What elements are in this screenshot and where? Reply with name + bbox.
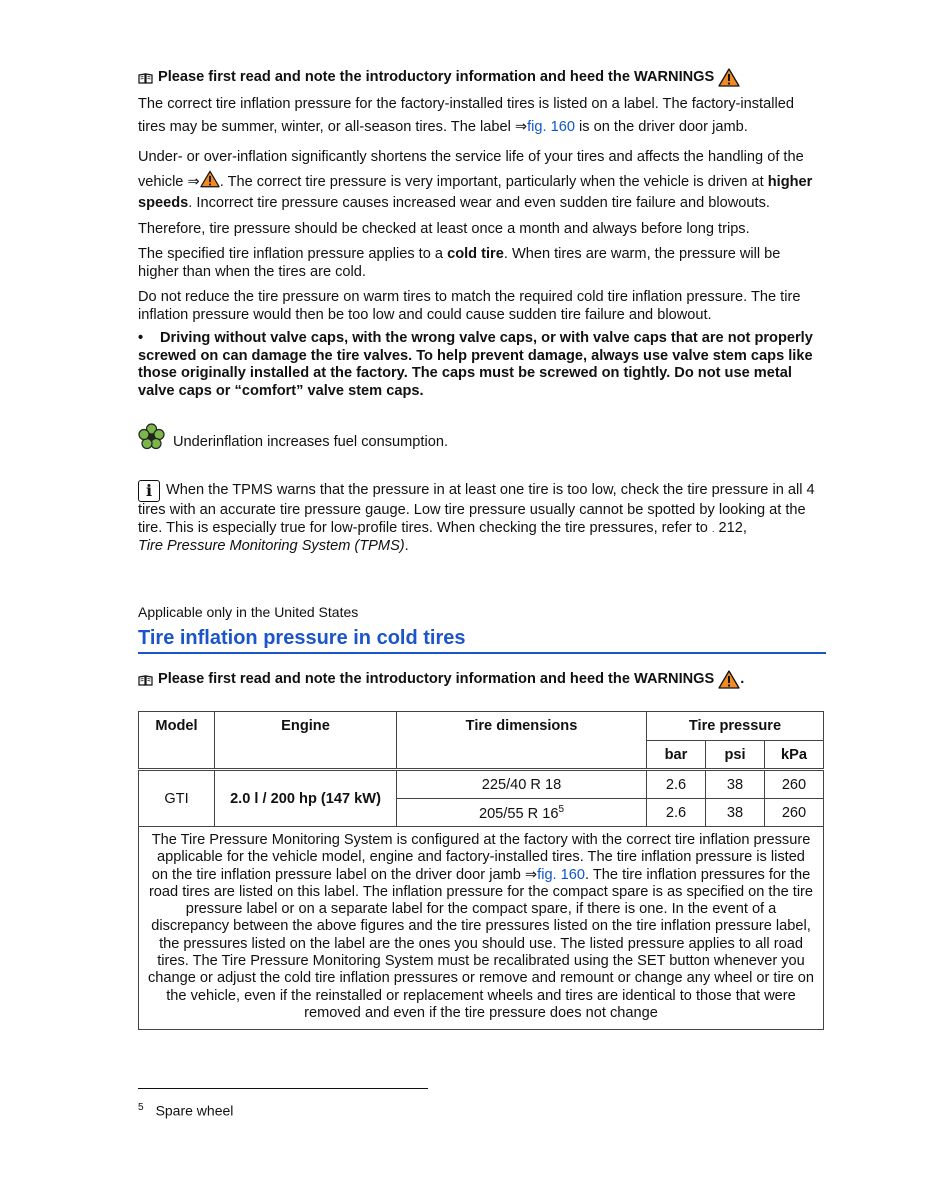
header-engine: Engine (215, 712, 397, 770)
paragraph-inflation (138, 145, 824, 213)
psi-cell: 38 (706, 770, 765, 799)
text: is on the driver door jamb. (575, 119, 748, 135)
header-kpa: kPa (765, 741, 824, 770)
book-icon (138, 73, 153, 84)
bullet-text: Driving without valve caps, with the wrong valve caps, or with valve caps that are not properly screwed on can damage the tire valves. To help prevent damage, always use valve stem caps like those originally installed at the factory. The caps must be screwed on tightly. Do not use metal valve caps or “comfort” valve stem caps. (138, 330, 813, 399)
tire-dim-cell (397, 799, 647, 827)
header-tire-dimensions: Tire dimensions (397, 712, 647, 770)
section-title: Tire inflation pressure in cold tires (138, 627, 826, 654)
applicable-note: Applicable only in the United States (138, 603, 359, 620)
info-note (138, 480, 824, 556)
psi-cell: 38 (706, 799, 765, 827)
text: The correct tire inflation pressure for the factory-installed tires is listed on a label. The factory-installed tires may be summer, winter, or all-season tires. The label (138, 96, 794, 135)
footnote-text: Spare wheel (155, 1102, 234, 1119)
text: . (404, 538, 409, 554)
tire-dim-cell: 225/40 R 18 (397, 770, 647, 799)
footnote (138, 1102, 233, 1119)
text: Under- or over-inflation significantly shortens the service life of your tires and affects the handling of the vehicle (138, 149, 804, 190)
bullet-valve-caps (138, 330, 824, 400)
header-psi: psi (706, 741, 765, 770)
tire-dim-text: 205/55 R 16 (478, 805, 559, 822)
page-content (138, 68, 824, 1030)
paragraph-cold-tire (138, 246, 824, 281)
text: . (740, 670, 745, 687)
text: . Incorrect tire pressure causes increased wear and even sudden tire failure and blowouts. (188, 195, 770, 211)
flower-icon (138, 423, 165, 450)
header-bar: bar (647, 741, 706, 770)
footnote-number: 5 (138, 1102, 144, 1113)
header-model: Model (139, 712, 215, 770)
text: . The correct tire pressure is very important, particularly when the vehicle is driven at (219, 174, 768, 190)
engine-cell: 2.0 l / 200 hp (147 kW) (215, 770, 397, 827)
kpa-cell: 260 (765, 770, 824, 799)
kpa-cell: 260 (765, 799, 824, 827)
arrow-icon: ⇒ (187, 174, 200, 190)
fig-160-link[interactable]: fig. 160 (537, 866, 586, 883)
header-tire-pressure: Tire pressure (647, 712, 824, 741)
model-cell: GTI (139, 770, 215, 827)
intro-header (138, 68, 824, 87)
table-note (139, 827, 824, 1030)
arrow-icon: ⇒ (524, 866, 538, 883)
eco-note-text: Underinflation increases fuel consumption. (173, 434, 449, 450)
text: The specified tire inflation pressure applies to a (138, 246, 448, 262)
bold-text: cold tire (447, 246, 504, 262)
bullet-mark: • (138, 330, 144, 346)
warning-icon[interactable] (718, 68, 740, 87)
text: . The tire inflation pressures for the road tires are listed on this label. The inflation pressure for the compact spare is as specified on the tire pressure label or on a separate label for the compact spare, if there is one. In the event of a discrepancy between the above figures and the tire pressures listed on the tire inflation pressure label, the pressures listed on the label are the ones you should use. The listed pressure applies to all road tires. The Tire Pressure Monitoring System must be recalibrated using the SET button whenever you change or adjust the cold tire inflation pressures or remove and remount or change any wheel or tire on the vehicle, even if the reinstalled or replacement wheels and tires are identical to those that were removed and even if the tire pressure does not change (147, 866, 814, 1021)
book-icon (138, 675, 153, 686)
paragraph-warm-tire: Do not reduce the tire pressure on warm tires to match the required cold tire inflation pressure. The tire inflation pressure would then be too low and could cause sudden tire failure and blowout. (138, 289, 801, 323)
paragraph-check-monthly: Therefore, tire pressure should be checked at least once a month and always before long trips. (138, 220, 750, 237)
warning-icon[interactable] (718, 670, 740, 689)
paragraph-label-info (138, 93, 824, 139)
fig-160-link[interactable]: fig. 160 (527, 119, 575, 135)
text: When the TPMS warns that the pressure in at least one tire is too low, check the tire pressure in all 4 tires with an accurate tire pressure gauge. Low tire pressure usually cannot be spotted by looking at the tire. This is especially true for low-profile tires. When checking the tire pressures, refer to (138, 482, 815, 536)
text: The Tire Pressure Monitoring System is configured at the factory with the correct tire inflation pressure applicable for the vehicle model, engine and factory-installed tires. The tire inflation pressure is listed on the tire inflation pressure label on the driver door jamb (151, 832, 811, 883)
page-ref[interactable]: 212, (714, 519, 747, 536)
section-header (138, 670, 824, 689)
intro-header-text: Please first read and note the introductory information and heed the WARNINGS (158, 68, 715, 85)
italic-ref[interactable]: Tire Pressure Monitoring System (TPMS) (138, 538, 405, 554)
bar-cell: 2.6 (647, 770, 706, 799)
arrow-icon: ⇒ (514, 119, 528, 135)
bold-text: higher speeds (138, 174, 813, 211)
table-row (139, 770, 824, 799)
warning-icon[interactable] (200, 170, 220, 188)
eco-note (138, 423, 824, 450)
footnote-ref[interactable]: 5 (558, 803, 565, 815)
section-header-text: Please first read and note the introductory information and heed the WARNINGS (158, 670, 715, 687)
tire-pressure-table (138, 711, 824, 1030)
page-ref-mark: . (711, 523, 715, 534)
info-icon: i (138, 480, 160, 502)
text: . When tires are warm, the pressure will be higher than when the tires are cold. (138, 246, 781, 280)
bar-cell: 2.6 (647, 799, 706, 827)
footnote-divider (138, 1088, 428, 1089)
